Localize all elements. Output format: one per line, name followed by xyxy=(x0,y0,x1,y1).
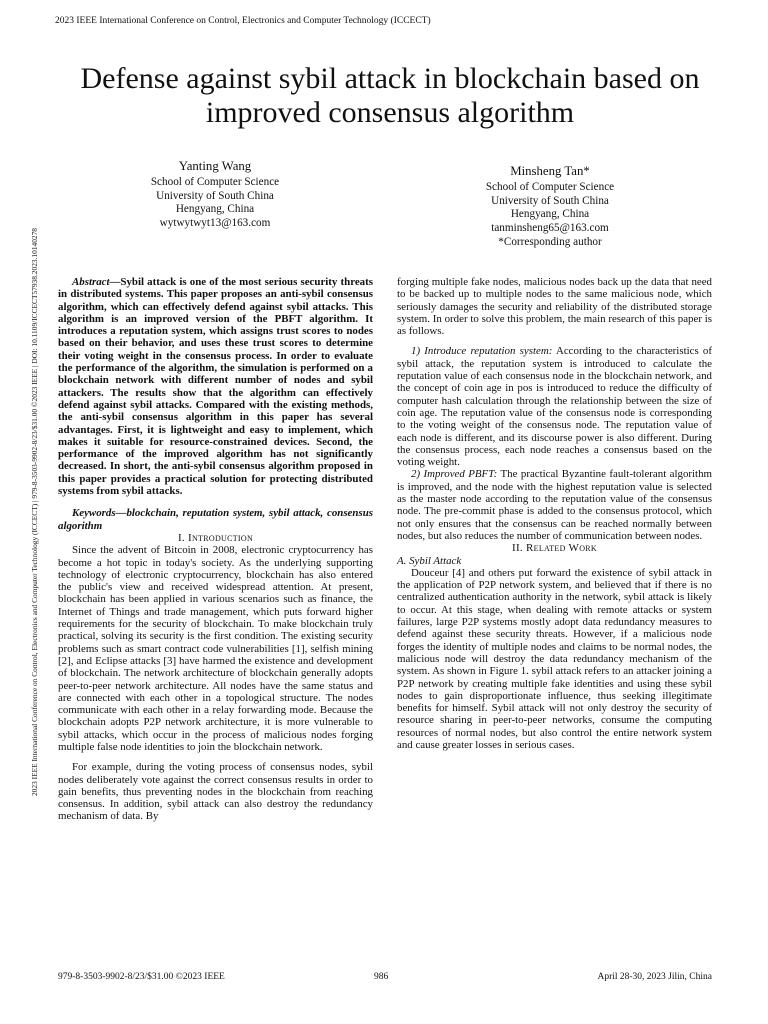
intro-paragraph-1: Since the advent of Bitcoin in 2008, electronic cryptocurrency has become a hot topic in today's society. As the underlying supporting technology of electronic cryptocurrency, blockchain has also entered the public's view and received widespread attention. At present, blockchain has been applied in various scenarios such as finance, the Internet of Things and trade management, which puts forward higher requirements for the security of blockchain. To make blockchain truly practical, solving its security is the first condition. The existing security problems such as smart contract code vulnerabilities [1], selfish mining [2], and Eclipse attacks [3] have harmed the existence and development of blockchain. The network architecture of blockchain generally adopts peer-to-peer network architecture. All nodes have the same status and are connected with each other in a topological structure. The nodes communicate with each other in a relay forwarding mode. Because the blockchain adopts P2P network architecture, it is more vulnerable to sybil attacks, which occur in the process of malicious nodes forging multiple false node identities to join the blockchain network. xyxy=(58,544,373,753)
author-block-1 xyxy=(110,160,320,231)
author-university: University of South China xyxy=(156,189,274,202)
author-email: tanminsheng65@163.com xyxy=(491,222,609,235)
abstract-text: Sybil attack is one of the most serious security threats in distributed systems. This paper proposes an anti-sybil consensus algorithm, which can effectively defend against sybil attacks. This algorithm is an improved version of the PBFT algorithm. It introduces a reputation system, which assigns trust scores to nodes based on their behavior, and uses these trust scores to determine their voting weight in the consensus process. In order to evaluate the performance of the algorithm, the simulation is performed on a blockchain network with different number of nodes and sybil attackers. The results show that the algorithm can effectively defend against sybil attacks. Compared with the existing methods, the anti-sybil consensus algorithm in this paper has several advantages. First, it is lightweight and easy to implement, which makes it suitable for resource-constrained devices. Second, the performance of the improved algorithm has not significantly decreased. In short, the anti-sybil consensus algorithm proposed in this paper provides a practical solution for protecting distributed systems from sybil attacks. xyxy=(58,276,373,498)
keywords: Keywords—blockchain, reputation system, sybil attack, consensus algorithm xyxy=(58,507,373,532)
side-doi-text: 2023 IEEE International Conference on Control, Electronics and Computer Technology (ICCECT) | 979-8-3503-9902-8/23/$31.00 ©2023 IEEE | DOI: 10.1109/ICCECT57938.2023.10140278 xyxy=(30,228,39,797)
author-affiliation: School of Computer Science xyxy=(150,175,280,188)
section-heading-related-work: II. Related Work xyxy=(511,542,597,555)
author-location: Hengyang, China xyxy=(510,208,590,221)
abstract xyxy=(58,276,373,497)
footer-date-location: April 28-30, 2023 Jilin, China xyxy=(597,972,712,982)
author-location: Hengyang, China xyxy=(175,203,255,216)
contribution-item-1: 1) Introduce reputation system: According to the characteristics of sybil attack, the reputation system is introduced to calculate the reputation value of each consensus node in the blockchain network, and the concept of coin age in pos is introduced to reduce the difficulty of computer hash calculation through the relationship between the size of coin age. The reputation value of the consensus node is corresponding to the voting weight of the consensus node. The reputation value of each node is different, and its discourse power is also different. During the consensus process, each node reaches a consensus based on the voting weight. xyxy=(397,345,712,469)
author-email: wytwytwyt13@163.com xyxy=(159,217,271,230)
continued-paragraph: forging multiple fake nodes, malicious nodes back up the data that need to be backed up to multiple nodes to the same malicious node, which seriously damages the security and reliability of the distributed storage system. In order to solve this problem, the main research of this paper is as follows. xyxy=(397,276,712,338)
intro-paragraph-2: For example, during the voting process of consensus nodes, sybil nodes deliberately vote against the correct consensus results in order to gain benefits, thus preventing nodes in the blockchain from reaching consensus. In addition, sybil attack can also destroy the redundancy mechanism of data. By xyxy=(58,761,373,823)
author-affiliation: School of Computer Science xyxy=(485,180,615,193)
footer-copyright: 979-8-3503-9902-8/23/$31.00 ©2023 IEEE xyxy=(58,972,225,982)
right-column xyxy=(397,276,712,751)
author-university: University of South China xyxy=(491,194,609,207)
author-name: Minsheng Tan* xyxy=(510,164,590,178)
conference-header: 2023 IEEE International Conference on Control, Electronics and Computer Technology (ICCECT) xyxy=(55,16,431,26)
subsection-heading-sybil-attack: A. Sybil Attack xyxy=(397,554,462,567)
author-block-2 xyxy=(445,165,655,250)
left-column xyxy=(58,276,373,823)
section-heading-introduction: I. Introduction xyxy=(177,531,254,544)
related-paragraph-1: Douceur [4] and others put forward the existence of sybil attack in the application of P2P network system, and believed that if there is no centralized authentication authority in the network, sybil attack is likely to occur. At this stage, when dealing with remote attacks or system failures, large P2P systems mostly adopt data redundancy measures to defend against these security threats. However, if a malicious node forges the identity of multiple nodes and claims to be normal nodes, the malicious node will destroy the data redundancy mechanism of the system. As shown in Figure 1. sybil attack refers to an attacker joining a P2P network by creating multiple fake identities and using these sybil nodes to gain disproportionate influence, thus seeking illegitimate benefits for himself. Sybil attack will not only destroy the security of resource sharing in peer-to-peer networks, consume the computing resources of normal nodes, but also control the entire network system and cause greater losses in serious cases. xyxy=(397,566,712,751)
paper-title: Defense against sybil attack in blockchain based on improved consensus algorithm xyxy=(80,62,700,129)
author-name: Yanting Wang xyxy=(178,159,252,173)
page-number: 986 xyxy=(374,972,389,982)
abstract-label: Abstract— xyxy=(72,276,121,288)
corresponding-note: *Corresponding author xyxy=(498,235,602,248)
side-doi-strip xyxy=(20,122,39,902)
contribution-item-2: 2) Improved PBFT: The practical Byzantine fault-tolerant algorithm is improved, and the node with the highest reputation value is selected as the master node according to the reputation value of the consensus node. The pre-commit phase is added to the consensus protocol, which not only ensures that the consensus can be reached normally between nodes, but also reduces the number of communication between nodes. xyxy=(397,468,712,542)
